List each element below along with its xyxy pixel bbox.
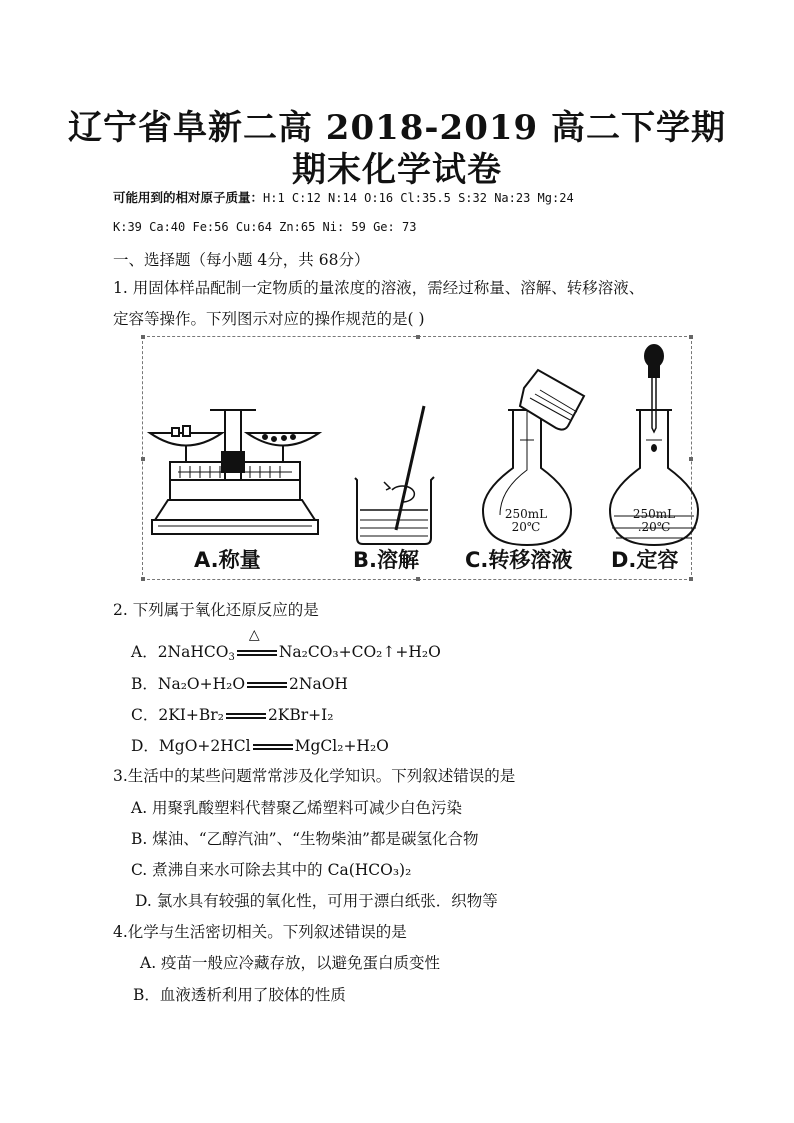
q4-stem: 4.化学与生活密切相关。下列叙述错误的是 <box>113 923 407 941</box>
q3-option-d: D. 氯水具有较强的氧化性，可用于漂白纸张．织物等 <box>135 892 498 910</box>
q2-c-right: 2KBr+I₂ <box>267 706 334 724</box>
q3-option-a: A. 用聚乳酸塑料代替聚乙烯塑料可减少白色污染 <box>131 799 463 817</box>
q2-c-left: C．2KI+Br₂ <box>131 706 224 724</box>
q1-stem-line2: 定容等操作。下列图示对应的操作规范的是( ) <box>113 310 425 328</box>
flask-c-temp-label: 20℃ <box>511 520 541 534</box>
q2-a-right: Na₂CO₃+CO₂↑+H₂O <box>278 643 441 661</box>
flask-d-temp-label: .20℃ <box>637 520 671 534</box>
q2-option-d <box>131 734 389 756</box>
q2-option-b <box>131 672 348 694</box>
q2-d-left: D．MgO+2HCl <box>131 737 251 755</box>
q2-option-a: A．2NaHCO$_3$ △ Na₂CO₃+CO₂↑+H₂O <box>131 627 441 663</box>
q2-a-left: A．2NaHCO <box>131 643 229 661</box>
caption-a: A.称量 <box>194 548 261 572</box>
atomic-mass-values-1: H:1 C:12 N:14 O:16 Cl:35.5 S:32 Na:23 Mg:24 <box>263 191 574 205</box>
beaker-stirring-icon <box>355 406 434 544</box>
q1-stem-line1: 1. 用固体样品配制一定物质的量浓度的溶液，需经过称量、溶解、转移溶液、 <box>113 279 645 297</box>
q2-d-right: MgCl₂+H₂O <box>294 737 389 755</box>
q2-stem: 2. 下列属于氧化还原反应的是 <box>113 601 319 619</box>
caption-d: D.定容 <box>611 548 679 572</box>
q2-option-c <box>131 703 334 725</box>
q4-option-a: A. 疫苗一般应冷藏存放，以避免蛋白质变性 <box>140 954 441 972</box>
q3-option-b: B. 煤油、“乙醇汽油”、“生物柴油”都是碳氢化合物 <box>131 830 479 848</box>
caption-c: C.转移溶液 <box>465 548 573 572</box>
balance-scale-icon <box>150 410 319 534</box>
atomic-mass-values-2: K:39 Ca:40 Fe:56 Cu:64 Zn:65 Ni: 59 Ge: 73 <box>113 220 417 234</box>
caption-b: B.溶解 <box>353 548 419 572</box>
atomic-mass-label: 可能用到的相对原子质量： <box>113 190 264 205</box>
q3-option-c: C. 煮沸自来水可除去其中的 Ca(HCO₃)₂ <box>131 861 412 879</box>
q4-option-b: B．血液透析利用了胶体的性质 <box>133 986 346 1004</box>
q2-b-right: 2NaOH <box>289 675 348 693</box>
exam-title-line2: 期末化学试卷 <box>292 150 502 190</box>
heat-delta-symbol: △ <box>248 627 260 643</box>
flask-c-volume-label: 250mL <box>504 507 548 521</box>
q3-stem: 3.生活中的某些问题常常涉及化学知识。下列叙述错误的是 <box>113 767 516 785</box>
section-heading: 一、选择题（每小题 4分，共 68分） <box>113 251 370 269</box>
flask-d-volume-label: 250mL <box>632 507 676 521</box>
q2-b-left: B．Na₂O+H₂O <box>131 675 246 693</box>
exam-title-line1: 辽宁省阜新二高 2018-2019 高二下学期 <box>67 108 727 148</box>
